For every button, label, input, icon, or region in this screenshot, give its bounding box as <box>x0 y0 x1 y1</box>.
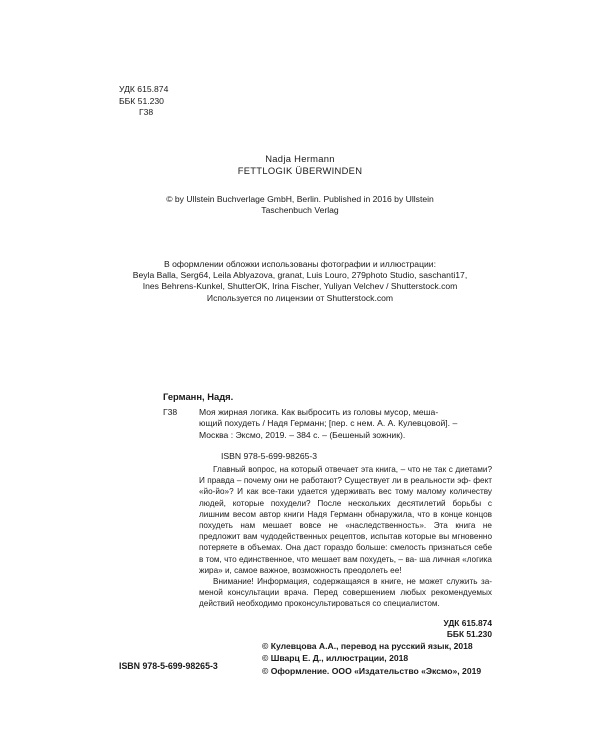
catalog-udc: УДК 615.874 <box>443 618 492 628</box>
annotation-line: Главный вопрос, на который отвечает эта книга, – что не так с диетами? <box>213 465 492 474</box>
copyright-line: © Кулевцова А.А., перевод на русский язык, 2018 <box>262 641 473 651</box>
catalog-line: Моя жирная логика. Как выбросить из головы мусор, меша- <box>199 407 439 417</box>
annotation-line: фект «йо-йо»? И как все-таки удается удерживать вес тому малому <box>199 476 493 497</box>
annotation-line: количеству людей, которые похудели? После нескольких десятилетий <box>199 487 492 508</box>
annotation-line: ша личная «логика жира» и, самое важное, возможность преодолеть ее! <box>199 554 492 575</box>
cover-credits-line: Ines Behrens-Kunkel, ShutterOK, Irina Fischer, Yuliyan Velchev / Shutterstock.com <box>142 281 458 292</box>
cover-credits <box>100 259 500 304</box>
author-sign: Г38 <box>139 107 154 118</box>
annotation-line: Эта книга не предложит вам чудодейственных рецептов, испытав которые <box>199 521 492 542</box>
catalog-line: Москва : Эксмо, 2019. – 384 с. – (Бешеный зожник). <box>199 429 406 440</box>
annotation-line: вы мгновенно потеряете в объемах. Она даст гораздо больше: смелость <box>199 532 493 553</box>
catalog-bbk: ББК 51.230 <box>446 629 492 639</box>
original-copyright-line: © by Ullstein Buchverlage GmbH, Berlin. Published in 2016 by Ullstein <box>166 194 434 204</box>
annotation-line: борьбы с лишним весом автор книги Надя Германн обнаружила, что <box>199 498 492 519</box>
annotation <box>199 464 492 610</box>
annotation-line: в конце концов похудеть нам мешает вовсе не «наследственность». <box>199 509 492 531</box>
catalog-line: ющий похудеть / Надя Германн; [пер. с нем. А. А. Кулевцовой]. – <box>199 418 458 429</box>
original-title: FETTLOGIK ÜBERWINDEN <box>237 165 363 176</box>
catalog-isbn: ISBN 978-5-699-98265-3 <box>221 451 318 461</box>
catalog-classification <box>400 618 492 640</box>
bbk-code: ББК 51.230 <box>119 95 164 106</box>
cover-credits-line: Beyla Balla, Serg64, Leila Ablyazova, granat, Luis Louro, 279photo Studio, saschanti17, <box>132 270 468 281</box>
classification-block <box>119 84 168 119</box>
catalog-description <box>199 407 492 441</box>
copyright-line: © Шварц Е. Д., иллюстрации, 2018 <box>262 653 409 664</box>
catalog-heading: Германн, Надя. <box>163 391 234 402</box>
udc-code: УДК 615.874 <box>119 84 169 94</box>
cover-credits-line: Используется по лицензии от Shutterstock.com <box>206 292 394 303</box>
original-copyright-line: Taschenbuch Verlag <box>261 205 339 216</box>
isbn-footer: ISBN 978-5-699-98265-3 <box>119 661 218 671</box>
warning-line: меной консультации врача. Перед совершением любых рекомендуемых <box>199 588 492 598</box>
copyright-line: © Оформление. ООО «Издательство «Эксмо», 2019 <box>262 665 482 676</box>
annotation-line: И правда – почему они не работают? Существует ли в реальности эф- <box>199 476 471 486</box>
copyright-notices <box>262 640 481 677</box>
warning-line: Внимание! Информация, содержащаяся в книге, не может служить за- <box>213 577 492 587</box>
original-copyright <box>100 194 500 216</box>
warning-line: действий необходимо проконсультироваться со специалистом. <box>199 599 440 609</box>
warning-paragraph <box>199 576 492 610</box>
annotation-line: признаться себе в том, что единственное, что мешает вам похудеть, – ва- <box>199 543 493 564</box>
original-author: Nadja Hermann <box>265 153 335 164</box>
annotation-paragraph <box>199 464 492 576</box>
catalog-code: Г38 <box>163 407 178 417</box>
cover-credits-line: В оформлении обложки использованы фотографии и иллюстрации: <box>164 259 436 269</box>
